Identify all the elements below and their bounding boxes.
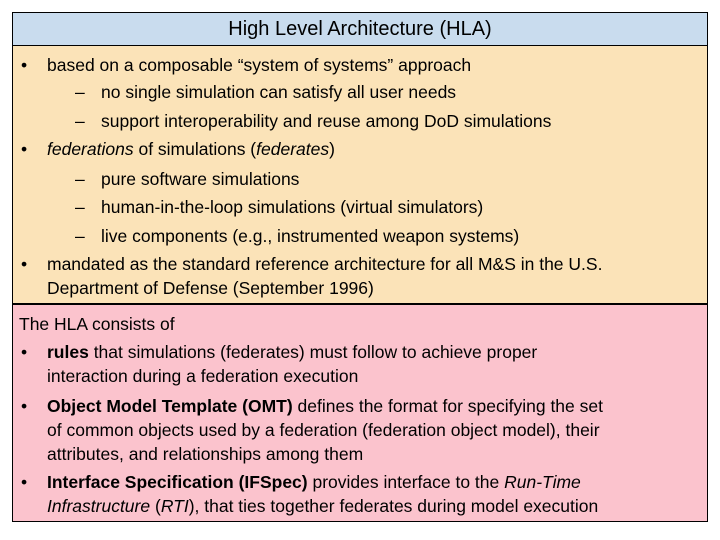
dash-icon: – (75, 82, 85, 102)
dash-icon: – (75, 169, 85, 189)
bullet-icon: • (21, 139, 28, 159)
dash-icon: – (75, 111, 85, 131)
dash-icon: – (75, 197, 85, 217)
bullet-icon: • (21, 472, 28, 492)
bullet-icon: • (21, 396, 28, 416)
hla-components-box: The HLA consists of • rules that simulations (federates) must follow to achieve proper interaction during a federation execution • Object Model Template (OMT) defines the format for specifying the set of common objects used by a federation (federation object model), their attributes, and relationships among them • Interface Specification (IFSpec) provides interface to the Run-Time Infrastructure (RTI), that ties together federates during model execution (12, 304, 708, 522)
bullet-icon: • (21, 342, 28, 362)
slide-title-box (12, 12, 708, 46)
bullet-icon: • (21, 55, 28, 75)
dash-icon: – (75, 226, 85, 246)
slide-title: High Level Architecture (HLA) (228, 17, 492, 40)
bullet-icon: • (21, 254, 28, 274)
hla-overview-box: • based on a composable “system of systems” approach – no single simulation can satisfy all user needs – support interoperability and reuse among DoD simulations • federations of simulations (federates) – pure software simulations – human-in-the-loop simulations (virtual simulators) – live components (e.g., instrumented weapon systems) • mandated as the standard reference architecture for all M&S in the U.S. Department of Defense (September 1996) (12, 46, 708, 304)
